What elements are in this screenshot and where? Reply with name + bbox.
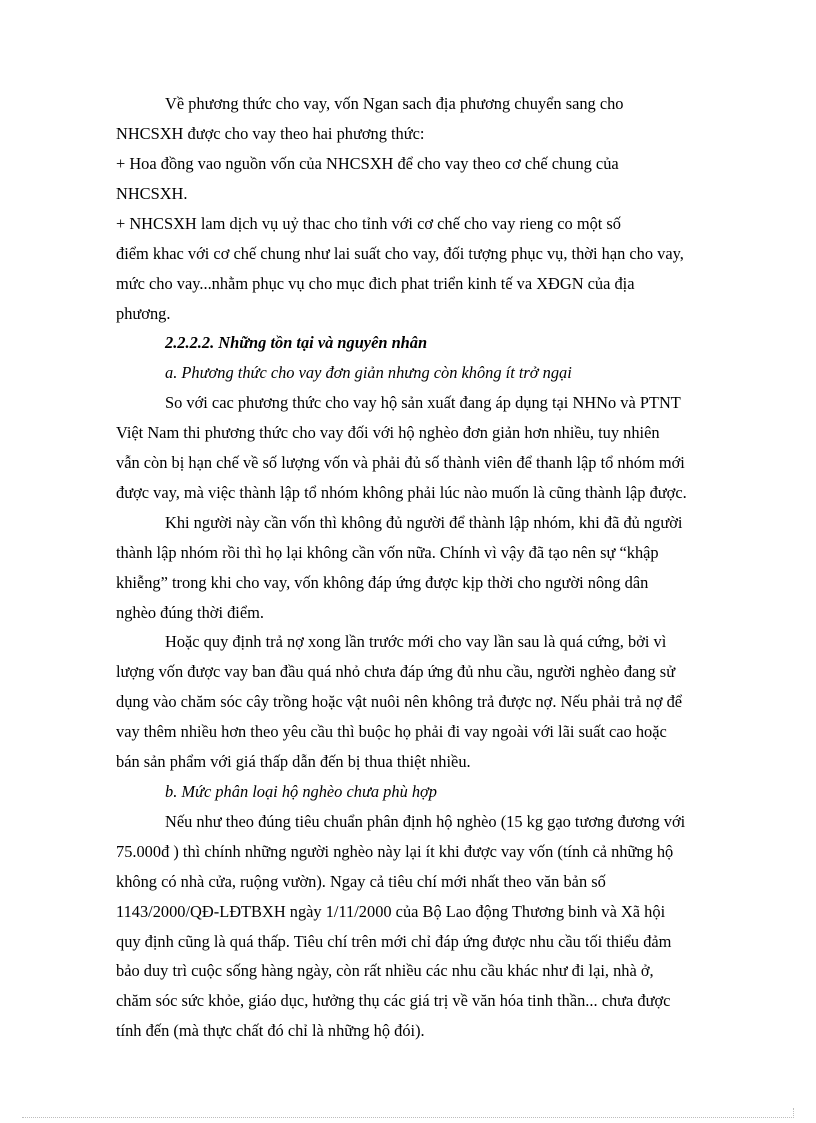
subsection-heading: a. Phương thức cho vay đơn giản nhưng còn không ít trở ngại [165,363,572,382]
paragraph-line: chăm sóc sức khỏe, giáo dục, hưởng thụ các giá trị về văn hóa tinh thần... chưa được [116,991,671,1010]
page-corner-mark [793,1108,794,1118]
paragraph-line: được vay, mà việc thành lập tổ nhóm không phải lúc nào muốn là cũng thành lập được. [116,483,687,502]
paragraph-line: Khi người này cần vốn thì không đủ người để thành lập nhóm, khi đã đủ người [165,513,683,532]
paragraph-line: điểm khac với cơ chế chung như lai suất cho vay, đối tượng phục vụ, thời hạn cho vay, [116,244,684,263]
paragraph-line: Hoặc quy định trả nợ xong lần trước mới cho vay lần sau là quá cứng, bởi vì [165,632,667,651]
paragraph-line: vay thêm nhiều hơn theo yêu cầu thì buộc họ phải đi vay ngoài với lãi suất cao hoặc [116,722,667,741]
paragraph-line: + Hoa đồng vao nguồn vốn của NHCSXH để cho vay theo cơ chế chung của [116,154,619,173]
paragraph-line: thành lập nhóm rồi thì họ lại không cần vốn nữa. Chính vì vậy đã tạo nên sự “khập [116,543,659,562]
paragraph-line: 1143/2000/QĐ-LĐTBXH ngày 1/11/2000 của Bộ Lao động Thương binh và Xã hội [116,902,666,921]
paragraph-line: Việt Nam thi phương thức cho vay đối với hộ nghèo đơn giản hơn nhiều, tuy nhiên [116,423,660,442]
paragraph-line: Nếu như theo đúng tiêu chuẩn phân định hộ nghèo (15 kg gạo tương đương với [165,812,686,831]
paragraph-line: không có nhà cửa, ruộng vườn). Ngay cả tiêu chí mới nhất theo văn bản số [116,872,606,891]
paragraph-line: NHCSXH. [116,184,188,203]
page-bottom-border [22,1117,794,1118]
paragraph-line: + NHCSXH lam dịch vụ uỷ thac cho tỉnh với cơ chế cho vay rieng co một số [116,214,621,233]
subsection-heading: b. Mức phân loại hộ nghèo chưa phù hợp [165,782,437,801]
paragraph-line: 75.000đ ) thì chính những người nghèo này lại ít khi được vay vốn (tính cả những hộ [116,842,674,861]
paragraph-line: mức cho vay...nhằm phục vụ cho mục đich phat triển kinh tế va XĐGN của địa [116,274,635,293]
paragraph-line: nghèo đúng thời điểm. [116,603,264,622]
paragraph-line: tính đến (mà thực chất đó chỉ là những hộ đói). [116,1021,425,1040]
paragraph-line: So với cac phương thức cho vay hộ sản xuất đang áp dụng tại NHNo và PTNT [165,393,681,412]
paragraph-line: dụng vào chăm sóc cây trồng hoặc vật nuôi nên không trả được nợ. Nếu phải trả nợ để [116,692,683,711]
paragraph-line: lượng vốn được vay ban đầu quá nhỏ chưa đáp ứng đủ nhu cầu, người nghèo đang sử [116,662,676,681]
paragraph-line: vẫn còn bị hạn chế về số lượng vốn và phải đủ số thành viên để thanh lập tổ nhóm mới [116,453,685,472]
paragraph-line: bán sản phẩm với giá thấp dẫn đến bị thua thiệt nhiều. [116,752,471,771]
paragraph-line: Về phương thức cho vay, vốn Ngan sach địa phương chuyển sang cho [165,94,624,113]
section-heading: 2.2.2.2. Những tồn tại và nguyên nhân [165,333,428,352]
paragraph-line: quy định cũng là quá thấp. Tiêu chí trên mới chỉ đáp ứng được nhu cầu tối thiểu đảm [116,932,672,951]
paragraph-line: phương. [116,304,171,323]
paragraph-line: khiễng” trong khi cho vay, vốn không đáp ứng được kịp thời cho người nông dân [116,573,649,592]
paragraph-line: bảo duy trì cuộc sống hàng ngày, còn rất nhiều các nhu cầu khác như đi lại, nhà ở, [116,961,654,980]
paragraph-line: NHCSXH được cho vay theo hai phương thức: [116,124,425,143]
